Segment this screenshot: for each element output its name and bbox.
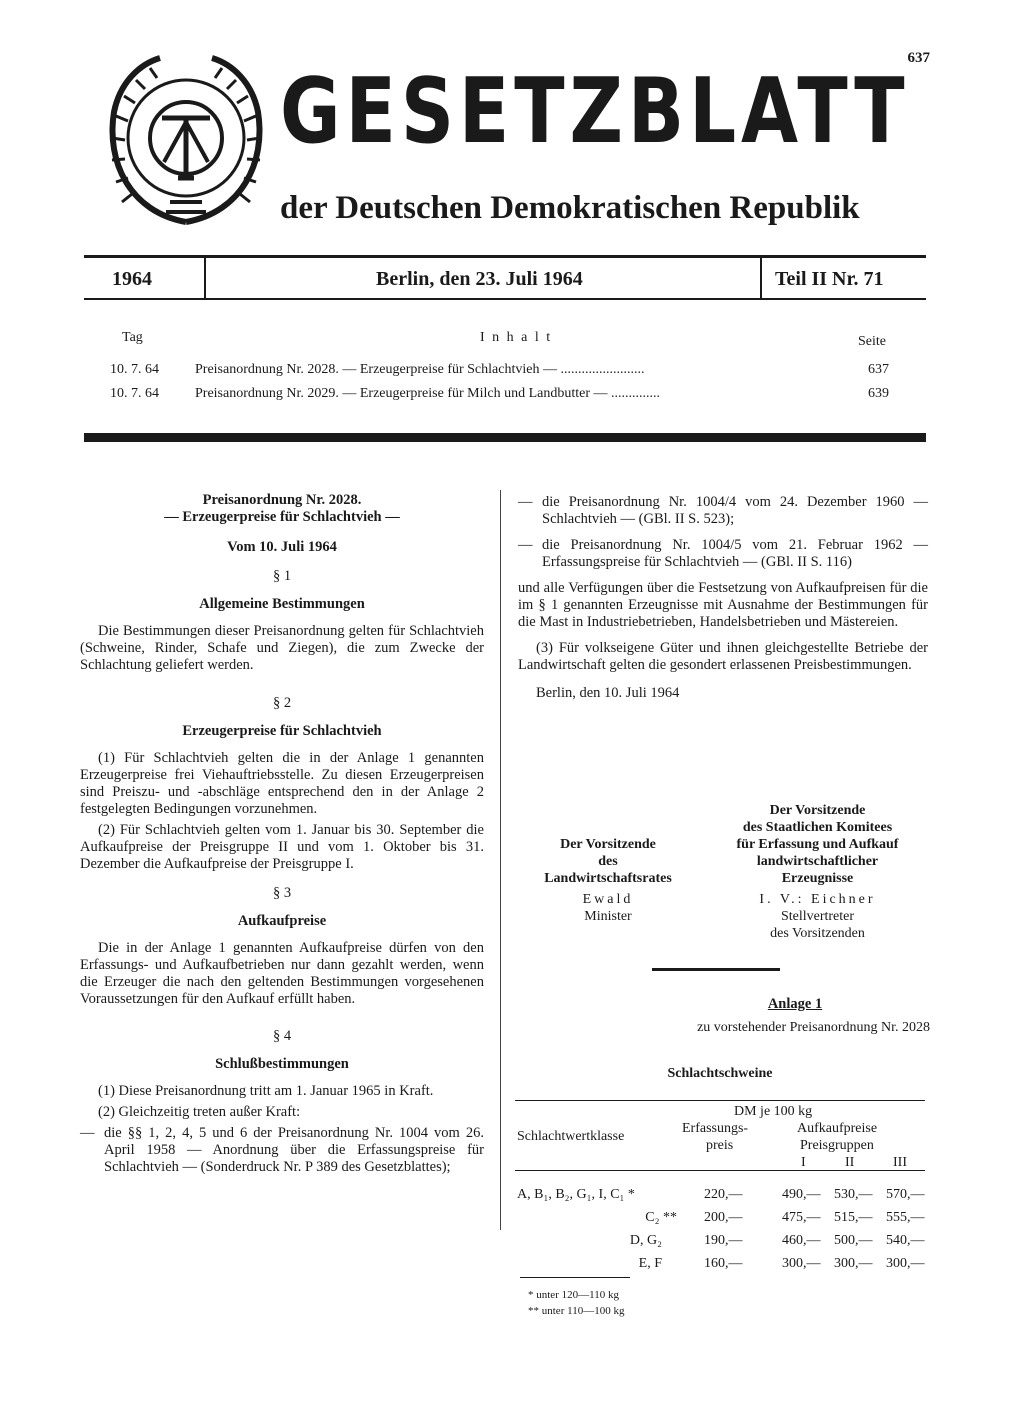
section-heading: Aufkaufpreise (237, 913, 327, 929)
table-header-erfassung: preis (706, 1138, 734, 1153)
table-header-group: II (845, 1155, 855, 1170)
table-cell-group-ii: 530,— (834, 1187, 873, 1202)
masthead-title: GESETZBLATT (280, 59, 910, 164)
list-item: — die §§ 1, 2, 4, 5 und 6 der Preisanordnung Nr. 1004 vom 26. April 1958 — Anordnung über die Erfassungspreise für Schlachtvieh — (Sonderdruck Nr. P 389 des Gesetzblattes); (80, 1125, 484, 1175)
table-cell-group-i: 300,— (782, 1256, 821, 1271)
table-rule-top (515, 1100, 925, 1101)
signatory-title: für Erfassung und Aufkauf (736, 837, 899, 852)
signature-place-date: Berlin, den 10. Juli 1964 (536, 685, 680, 701)
toc-header (100, 330, 900, 358)
table-title: Schlachtschweine (667, 1066, 773, 1081)
section-number: § 3 (272, 885, 292, 901)
paragraph: Die in der Anlage 1 genannten Aufkaufpreise dürfen von den Erfassungs- und Aufkaufbetrieben nur dann gezahlt werden, wenn die Erzeuger die nach den geltenden Bestimmungen vorgesehenen Voraussetzungen für den Aufkauf erfüllt haben. (80, 940, 484, 1007)
signatory-role: des Vorsitzenden (770, 926, 865, 941)
signatory-title: Der Vorsitzende (769, 803, 866, 818)
signatory-role: Stellvertreter (780, 909, 855, 924)
annex-subtitle: zu vorstehender Preisanordnung Nr. 2028 (697, 1020, 930, 1035)
ordinance-title: Preisanordnung Nr. 2028. (202, 492, 362, 508)
signatory-role: Minister (584, 909, 632, 924)
table-header-group: I (801, 1155, 806, 1170)
table-cell-erfassung: 200,— (704, 1210, 743, 1225)
page-number: 637 (907, 50, 930, 66)
section-number: § 4 (272, 1028, 292, 1044)
toc-row (100, 358, 900, 382)
issue-bar-divider (204, 255, 206, 300)
toc-col-date: Tag (122, 330, 143, 345)
toc-col-content: I n h a l t (480, 330, 553, 345)
state-emblem-icon (100, 52, 272, 230)
footnote-rule (520, 1277, 630, 1278)
issue-part-number: Teil II Nr. 71 (775, 268, 884, 290)
section-number: § 1 (272, 568, 292, 584)
issue-bar-top-rule (84, 255, 926, 258)
table-cell-group-ii: 300,— (834, 1256, 873, 1271)
signature-block-right (705, 802, 930, 942)
signatory-title: Der Vorsitzende (560, 837, 656, 852)
toc-date: 10. 7. 64 (110, 386, 159, 401)
masthead-subtitle: der Deutschen Demokratischen Republik (280, 190, 860, 226)
issue-bar-divider (760, 255, 762, 300)
annex-divider (652, 968, 780, 971)
table-unit: DM je 100 kg (734, 1104, 813, 1119)
issue-year: 1964 (112, 268, 152, 290)
paragraph: Die Bestimmungen dieser Preisanordnung gelten für Schlachtvieh (Schweine, Rinder, Schafe und Ziegen), die zum Zwecke der Schlachtung geliefert werden. (80, 623, 484, 673)
table-cell-class: D, G₂ (629, 1233, 662, 1248)
table-header-class: Schlachtwertklasse (517, 1129, 625, 1144)
table-cell-group-ii: 515,— (834, 1210, 873, 1225)
list-item-text: die §§ 1, 2, 4, 5 und 6 der Preisanordnung Nr. 1004 vom 26. April 1958 — Anordnung über die Erfassungspreise für Schlachtvieh — (Sonderdruck Nr. P 389 des Gesetzblattes); (104, 1125, 484, 1175)
table-cell-group-iii: 555,— (886, 1210, 925, 1225)
toc-date: 10. 7. 64 (110, 362, 159, 377)
footnote: ** unter 110—100 kg (528, 1305, 625, 1317)
list-item: — die Preisanordnung Nr. 1004/5 vom 21. Februar 1962 — Erfassungspreise für Schlachtvieh — (GBl. II S. 116) (518, 537, 928, 570)
section-heading: Schlußbestimmungen (215, 1056, 349, 1072)
paragraph: (2) Für Schlachtvieh gelten vom 1. Januar bis 30. September die Aufkaufpreise der Preisgruppe II und vom 1. Oktober bis 31. Dezember die Aufkaufpreise der Preisgruppe I. (80, 822, 484, 872)
toc-page: 637 (868, 362, 889, 377)
signature-block-left (518, 836, 698, 925)
signatory-name: I. V.: Eichner (759, 892, 876, 907)
signatory-name: Ewald (582, 892, 634, 907)
toc-text: Preisanordnung Nr. 2028. — Erzeugerpreise für Schlachtvieh — ........................ (195, 362, 645, 377)
table-cell-erfassung: 220,— (704, 1187, 743, 1202)
table-cell-class: E, F (638, 1256, 662, 1271)
signatory-title: landwirtschaftlicher (756, 854, 879, 869)
signatory-title: Landwirtschaftsrates (544, 871, 672, 886)
table-cell-group-iii: 570,— (886, 1187, 925, 1202)
list-item-text: die Preisanordnung Nr. 1004/5 vom 21. Februar 1962 — Erfassungspreise für Schlachtvieh — (GBl. II S. 116) (542, 537, 928, 570)
toc-col-page: Seite (858, 334, 886, 349)
table-cell-group-i: 460,— (782, 1233, 821, 1248)
left-column (80, 492, 484, 1176)
table-rule-header (515, 1170, 925, 1171)
toc-text: Preisanordnung Nr. 2029. — Erzeugerpreise für Milch und Landbutter — .............. (195, 386, 661, 401)
annex-title: Anlage 1 (767, 996, 823, 1012)
ordinance-date: Vom 10. Juli 1964 (227, 539, 337, 555)
right-column (518, 494, 928, 702)
signatory-title: Erzeugnisse (781, 871, 854, 886)
table-cell-erfassung: 160,— (704, 1256, 743, 1271)
paragraph: (1) Für Schlachtvieh gelten die in der Anlage 1 genannten Erzeugerpreise frei Viehauftriebsstelle. Zu diesen Erzeugerpreisen sind Preiszu- und -abschläge entsprechend den in der Anlage 2 festgelegten Bedingungen vorzunehmen. (80, 750, 484, 817)
section-heading: Erzeugerpreise für Schlachtvieh (182, 723, 382, 739)
table-cell-group-i: 490,— (782, 1187, 821, 1202)
paragraph: (3) Für volkseigene Güter und ihnen gleichgestellte Betriebe der Landwirtschaft gelten die gesondert erlassenen Preisbestimmungen. (518, 640, 928, 673)
signatory-title: des Staatlichen Komitees (742, 820, 893, 835)
table-cell-class: A, B₁, B₂, G₁, I, C₁ * (517, 1187, 635, 1202)
paragraph: (2) Gleichzeitig treten außer Kraft: (98, 1104, 301, 1120)
column-divider (500, 490, 501, 1230)
table-cell-group-iii: 300,— (886, 1256, 925, 1271)
toc-page: 639 (868, 386, 889, 401)
table-cell-group-i: 475,— (782, 1210, 821, 1225)
table-header-aufkauf: Aufkaufpreise (797, 1121, 878, 1136)
footnote: * unter 120—110 kg (528, 1289, 619, 1301)
paragraph: (1) Diese Preisanordnung tritt am 1. Januar 1965 in Kraft. (98, 1083, 434, 1099)
list-item-text: die Preisanordnung Nr. 1004/4 vom 24. Dezember 1960 — Schlachtvieh — (GBl. II S. 523); (542, 494, 928, 527)
section-heading: Allgemeine Bestimmungen (199, 596, 365, 612)
table-cell-group-iii: 540,— (886, 1233, 925, 1248)
table-cell-group-ii: 500,— (834, 1233, 873, 1248)
table-cell-class: C₂ ** (645, 1210, 677, 1225)
issue-place-date: Berlin, den 23. Juli 1964 (376, 268, 583, 290)
toc-row (100, 382, 900, 406)
ordinance-subtitle: — Erzeugerpreise für Schlachtvieh — (164, 509, 400, 525)
table-of-contents (100, 330, 900, 406)
table-header-erfassung: Erfassungs- (682, 1121, 749, 1136)
section-number: § 2 (272, 695, 292, 711)
issue-bar-bottom-rule (84, 298, 926, 300)
table-header-groups: Preisgruppen (800, 1138, 874, 1153)
paragraph: und alle Verfügungen über die Festsetzung von Aufkaufpreisen für die im § 1 genannten Erzeugnisse mit Ausnahme der Bestimmungen für die Mast in Industriebetrieben, Handelsbetrieben und Mästereien. (518, 580, 928, 630)
table-header-group: III (893, 1155, 907, 1170)
list-item: — die Preisanordnung Nr. 1004/4 vom 24. Dezember 1960 — Schlachtvieh — (GBl. II S. 523); (518, 494, 928, 527)
section-divider (84, 433, 926, 442)
table-cell-erfassung: 190,— (704, 1233, 743, 1248)
signatory-title: des (598, 854, 618, 869)
